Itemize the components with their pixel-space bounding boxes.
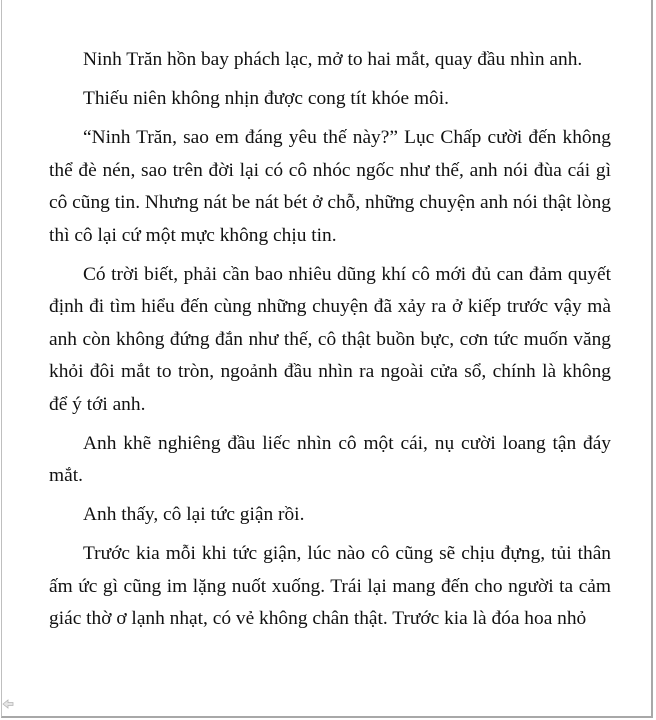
page-corner-icon bbox=[2, 697, 14, 709]
paragraph-2: Thiếu niên không nhịn được cong tít khóe môi. bbox=[83, 88, 449, 109]
document-page bbox=[1, 0, 653, 718]
paragraph-6: Anh thấy, cô lại tức giận rồi. bbox=[83, 504, 305, 525]
paragraph-3: “Ninh Trăn, sao em đáng yêu thế này?” Lục Chấp cười đến không thể đè nén, sao trên đời lại có cô nhóc ngốc như thế, anh nói đùa cái gì cô cũng tin. Nhưng nát be nát bét ở chỗ, những chuyện anh nói thật lòng thì cô lại cứ một mực không chịu tin. bbox=[49, 127, 611, 246]
paragraph-7: Trước kia mỗi khi tức giận, lúc nào cô cũng sẽ chịu đựng, tủi thân ấm ức gì cũng im lặng nuốt xuống. Trái lại mang đến cho người ta cảm giác thờ ơ lạnh nhạt, có vẻ không chân thật. Trước kia là đóa hoa nhỏ bbox=[49, 543, 611, 629]
paragraph-4: Có trời biết, phải cần bao nhiêu dũng khí cô mới đủ can đảm quyết định đi tìm hiểu đến cùng những chuyện đã xảy ra ở kiếp trước vậy mà anh còn không đứng đắn như thế, cô thật buồn bực, cơn tức muốn văng khỏi đôi mắt to tròn, ngoảnh đầu nhìn ra ngoài cửa sổ, chính là không để ý tới anh. bbox=[49, 263, 611, 415]
document-body bbox=[49, 44, 611, 642]
paragraph-1: Ninh Trăn hồn bay phách lạc, mở to hai mắt, quay đầu nhìn anh. bbox=[83, 49, 583, 70]
paragraph-5: Anh khẽ nghiêng đầu liếc nhìn cô một cái, nụ cười loang tận đáy mắt. bbox=[49, 432, 611, 486]
